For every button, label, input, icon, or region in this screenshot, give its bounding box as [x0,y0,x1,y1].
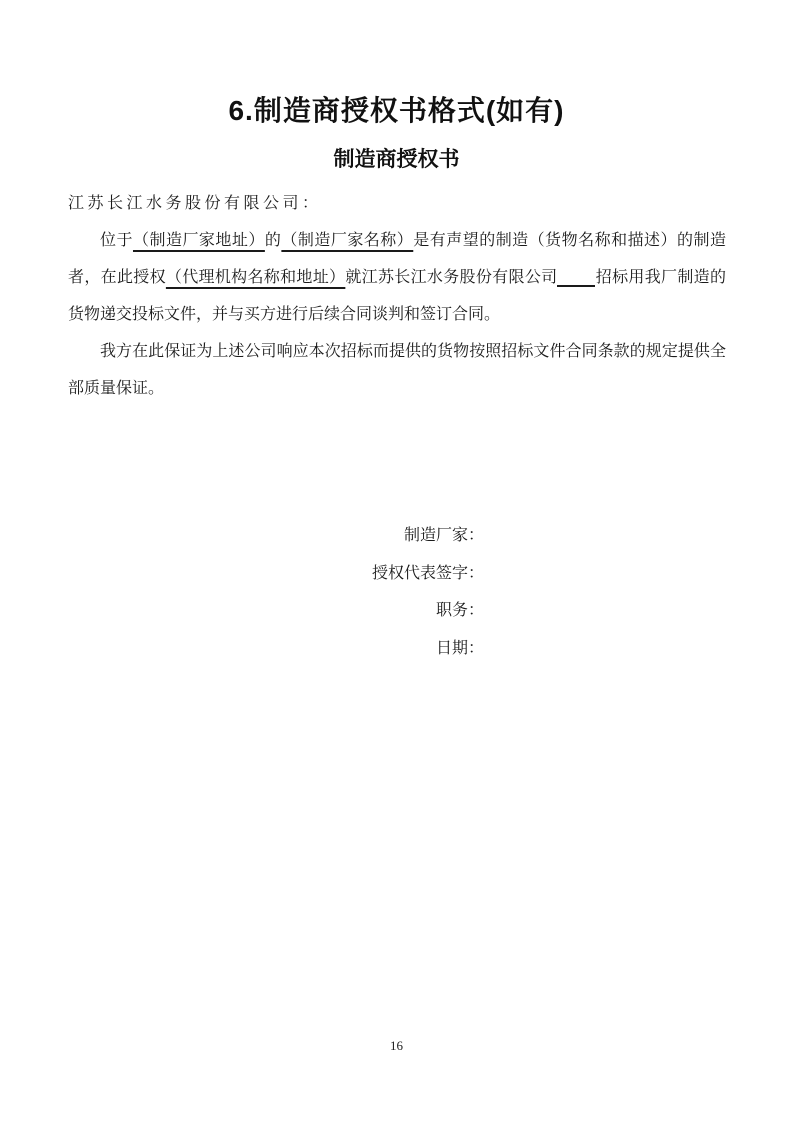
authorization-paragraph [68,222,726,333]
signature-field-authorized-representative: 授权代表签字： [371,564,484,582]
letter-body [68,185,726,407]
signature-block [68,517,484,667]
paragraph-text: 的 [264,232,282,249]
letter-title: 制造商授权书 [333,148,460,171]
paragraph-text: 就江苏长江水务股份有限公司 [345,269,558,286]
addressee-line: 江苏长江水务股份有限公司： [68,195,322,212]
signature-field-manufacturer: 制造厂家： [403,527,484,544]
page-number: 16 [390,1038,403,1053]
section-title: 6.制造商授权书格式(如有) [228,95,565,126]
manufacturer-address-blank: （制造厂家地址） [132,232,265,249]
tender-number-blank [557,285,595,287]
guarantee-paragraph: 我方在此保证为上述公司响应本次招标而提供的货物按照招标文件合同条款的规定提供全部质量保证。 [68,343,726,397]
paragraph-text: 招标用我厂制造的货物递交投标文件，并与买方进行后续合同谈判和签订合同。 [68,269,726,323]
signature-field-date: 日期： [435,639,484,657]
manufacturer-name-blank: （制造厂家名称） [281,232,414,249]
paragraph-text: 是有声望的制造（货物名称和描述）的制造者，在此授权 [68,232,726,286]
signature-field-position: 职务： [435,602,484,619]
agent-name-address-blank: （代理机构名称和地址） [165,269,346,286]
paragraph-text: 位于 [100,232,133,249]
